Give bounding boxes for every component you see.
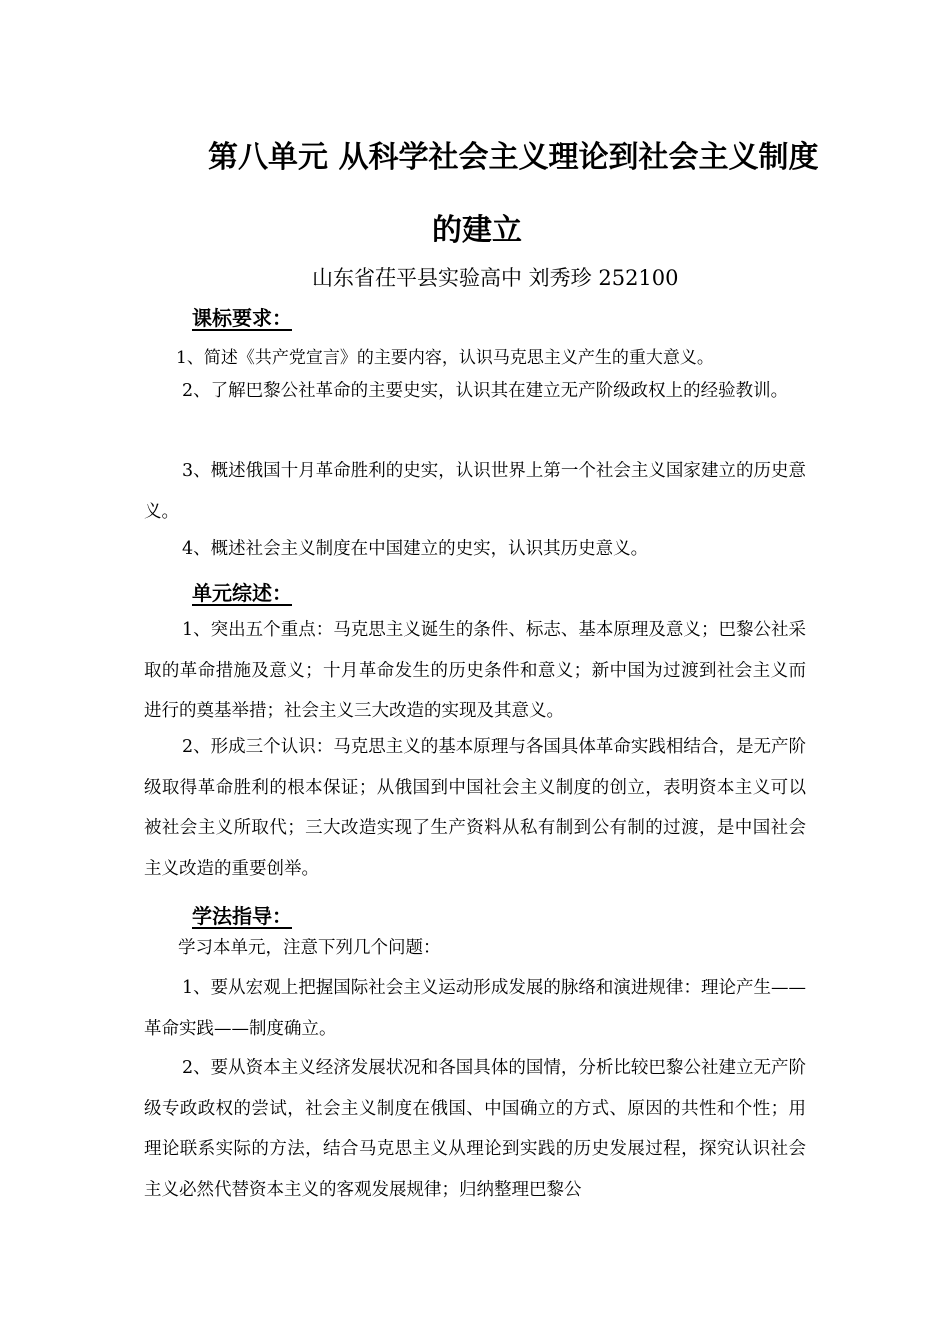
curriculum-item-1: 1、简述《共产党宣言》的主要内容，认识马克思主义产生的重大意义。	[176, 348, 714, 368]
curriculum-item-2: 2、了解巴黎公社革命的主要史实，认识其在建立无产阶级政权上的经验教训。	[182, 381, 789, 401]
method-item-1: 1、要从宏观上把握国际社会主义运动形成发展的脉络和演进规律：理论产生——革命实践——制度确立。	[144, 978, 806, 1039]
overview-item-2: 2、形成三个认识：马克思主义的基本原理与各国具体革命实践相结合，是无产阶级取得革命胜利的根本保证；从俄国到中国社会主义制度的创立，表明资本主义可以被社会主义所取代；三大改造实现了生产资料从私有制到公有制的过渡，是中国社会主义改造的重要创举。	[144, 737, 806, 879]
method-intro: 学习本单元，注意下列几个问题：	[178, 938, 441, 958]
section-heading-overview: 单元综述：	[192, 581, 292, 605]
section-heading-curriculum: 课标要求：	[192, 306, 292, 330]
method-item-2: 2、要从资本主义经济发展状况和各国具体的国情，分析比较巴黎公社建立无产阶级专政政权的尝试，社会主义制度在俄国、中国确立的方式、原因的共性和个性；用理论联系实际的方法，结合马克思主义从理论到实践的历史发展过程，探究认识社会主义必然代替资本主义的客观发展规律；归纳整理巴黎公	[144, 1058, 806, 1200]
curriculum-item-3: 3、概述俄国十月革命胜利的史实，认识世界上第一个社会主义国家建立的历史意义。	[144, 461, 806, 522]
document-title-line-2: 的建立	[432, 213, 522, 248]
curriculum-item-4: 4、概述社会主义制度在中国建立的史实，认识其历史意义。	[182, 539, 649, 559]
section-heading-method: 学法指导：	[192, 904, 292, 928]
document-title-line-1: 第八单元 从科学社会主义理论到社会主义制度	[208, 140, 819, 175]
overview-item-1: 1、突出五个重点：马克思主义诞生的条件、标志、基本原理及意义；巴黎公社采取的革命措施及意义；十月革命发生的历史条件和意义；新中国为过渡到社会主义而进行的奠基举措；社会主义三大改造的实现及其意义。	[144, 620, 806, 721]
author-line: 山东省茌平县实验高中 刘秀珍 252100	[312, 266, 679, 290]
